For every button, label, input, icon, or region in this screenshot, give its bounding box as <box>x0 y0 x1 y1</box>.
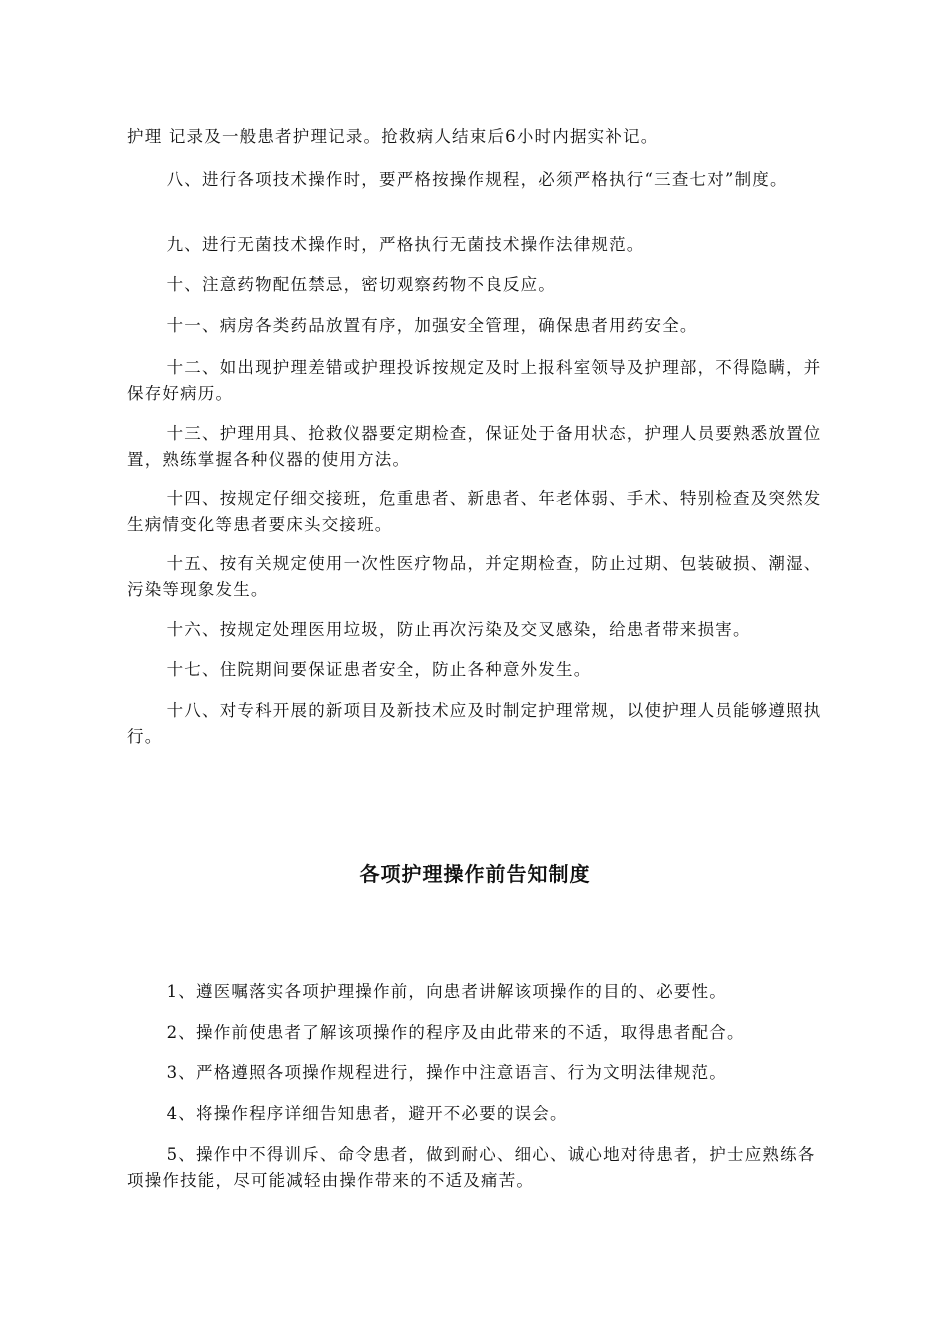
rule-item-12: 十二、如出现护理差错或护理投诉按规定及时上报科室领导及护理部，不得隐瞒，并保存好病历。 <box>127 358 822 403</box>
rule-item-11: 十一、病房各类药品放置有序，加强安全管理，确保患者用药安全。 <box>166 316 698 335</box>
rule-item-13: 十三、护理用具、抢救仪器要定期检查，保证处于备用状态，护理人员要熟悉放置位置，熟练掌握各种仪器的使用方法。 <box>127 424 822 469</box>
rule-item-14: 十四、按规定仔细交接班，危重患者、新患者、年老体弱、手术、特别检查及突然发生病情变化等患者要床头交接班。 <box>127 489 822 534</box>
rule-item-16: 十六、按规定处理医用垃圾，防止再次污染及交叉感染，给患者带来损害。 <box>166 620 751 639</box>
notice-item-1: 1、遵医嘱落实各项护理操作前，向患者讲解该项操作的目的、必要性。 <box>166 982 727 1001</box>
rule-item-15: 十五、按有关规定使用一次性医疗物品，并定期检查，防止过期、包装破损、潮湿、污染等现象发生。 <box>127 554 822 599</box>
notice-item-5: 5、操作中不得训斥、命令患者，做到耐心、细心、诚心地对待患者，护士应熟练各项操作技能，尽可能减轻由操作带来的不适及痛苦。 <box>127 1145 816 1190</box>
section-title: 各项护理操作前告知制度 <box>359 862 591 886</box>
rule-item-8: 八、进行各项技术操作时，要严格按操作规程，必须严格执行“三查七对”制度。 <box>166 170 788 189</box>
notice-item-2: 2、操作前使患者了解该项操作的程序及由此带来的不适，取得患者配合。 <box>166 1023 745 1042</box>
rule-item-9: 九、进行无菌技术操作时，严格执行无菌技术操作法律规范。 <box>166 235 645 254</box>
notice-item-3: 3、严格遵照各项操作规程进行，操作中注意语言、行为文明法律规范。 <box>166 1063 727 1082</box>
continued-paragraph: 护理 记录及一般患者护理记录。抢救病人结束后6小时内据实补记。 <box>127 127 659 146</box>
rule-item-10: 十、注意药物配伍禁忌，密切观察药物不良反应。 <box>166 275 556 294</box>
notice-item-4: 4、将操作程序详细告知患者，避开不必要的误会。 <box>166 1104 568 1123</box>
rule-item-18: 十八、对专科开展的新项目及新技术应及时制定护理常规，以使护理人员能够遵照执行。 <box>127 701 822 746</box>
rule-item-17: 十七、住院期间要保证患者安全，防止各种意外发生。 <box>166 660 592 679</box>
